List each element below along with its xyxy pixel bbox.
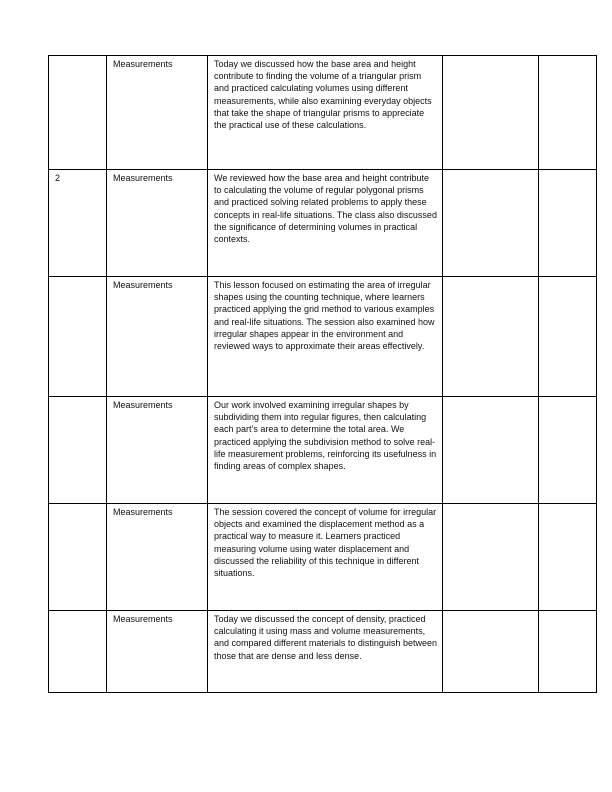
empty-cell — [443, 170, 539, 277]
strand-cell: Measurements — [107, 611, 208, 693]
table-row — [49, 504, 597, 611]
week-cell — [49, 397, 107, 504]
description-cell: Today we discussed how the base area and height contribute to finding the volume of a triangular prism and practiced calculating volumes using different measurements, while also examining everyday objects that take the shape of triangular prisms to appreciate the practical use of these calculations. — [208, 56, 443, 170]
week-cell — [49, 504, 107, 611]
empty-cell — [539, 611, 597, 693]
strand-cell: Measurements — [107, 504, 208, 611]
strand-cell: Measurements — [107, 397, 208, 504]
empty-cell — [443, 277, 539, 397]
table-row — [49, 277, 597, 397]
description-cell: Our work involved examining irregular shapes by subdividing them into regular figures, then calculating each part’s area to determine the total area. We practiced applying the subdivision method to solve real-life measurement problems, reinforcing its usefulness in finding areas of complex shapes. — [208, 397, 443, 504]
table-row — [49, 397, 597, 504]
empty-cell — [539, 277, 597, 397]
description-cell: We reviewed how the base area and height contribute to calculating the volume of regular polygonal prisms and practiced solving related problems to apply these concepts in real-life situations. The class also discussed the significance of determining volumes in practical contexts. — [208, 170, 443, 277]
empty-cell — [539, 504, 597, 611]
lesson-log-table — [48, 55, 597, 693]
description-cell: The session covered the concept of volume for irregular objects and examined the displacement method as a practical way to measure it. Learners practiced measuring volume using water displacement and discussed the reliability of this technique in different situations. — [208, 504, 443, 611]
strand-cell: Measurements — [107, 56, 208, 170]
empty-cell — [443, 504, 539, 611]
week-cell — [49, 56, 107, 170]
description-cell: Today we discussed the concept of density, practiced calculating it using mass and volume measurements, and compared different materials to distinguish between those that are dense and less dense. — [208, 611, 443, 693]
strand-cell: Measurements — [107, 170, 208, 277]
table-row — [49, 611, 597, 693]
empty-cell — [539, 56, 597, 170]
week-cell — [49, 277, 107, 397]
table-row — [49, 56, 597, 170]
week-cell — [49, 611, 107, 693]
empty-cell — [443, 56, 539, 170]
table-row — [49, 170, 597, 277]
description-cell: This lesson focused on estimating the area of irregular shapes using the counting technique, where learners practiced applying the grid method to various examples and real-life situations. The session also examined how irregular shapes appear in the environment and reviewed ways to approximate their areas effectively. — [208, 277, 443, 397]
week-cell: 2 — [49, 170, 107, 277]
empty-cell — [443, 397, 539, 504]
empty-cell — [443, 611, 539, 693]
empty-cell — [539, 397, 597, 504]
strand-cell: Measurements — [107, 277, 208, 397]
empty-cell — [539, 170, 597, 277]
